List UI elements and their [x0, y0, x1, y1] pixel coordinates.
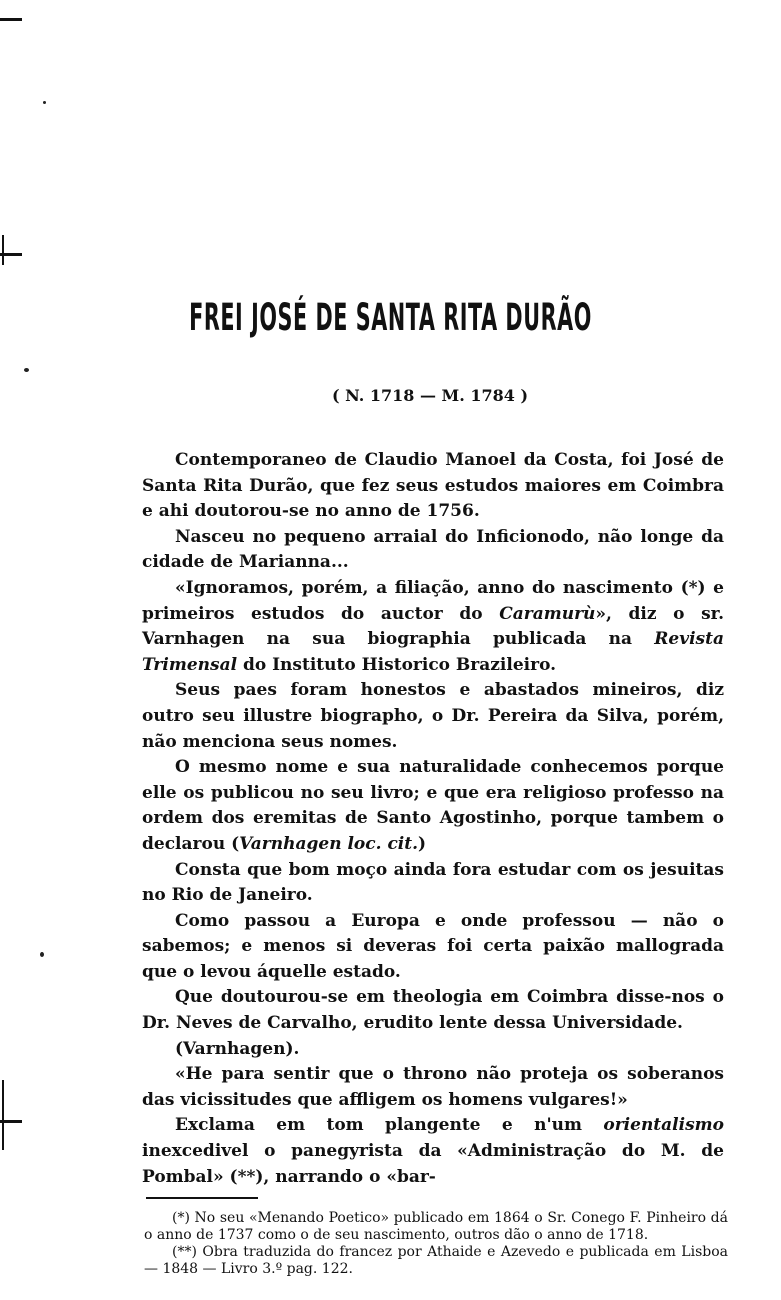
paragraph: Consta que bom moço ainda fora estudar com os jesuitas no Rio de Janeiro.	[142, 859, 724, 906]
margin-mark	[0, 1120, 22, 1123]
italic-text: orientalismo	[603, 1115, 724, 1136]
paragraph: Seus paes foram honestos e abastados mineiros, diz outro seu illustre biographo, o Dr. Pereira da Silva, porém, não menciona seus nomes.	[142, 680, 724, 752]
margin-line	[2, 1080, 4, 1150]
footnote-rule	[146, 1197, 258, 1199]
paragraph: Contemporaneo de Claudio Manoel da Costa, foi José de Santa Rita Durão, que fez seus estudos maiores em Coimbra e ahi doutorou-se no anno de 1756.	[142, 450, 724, 522]
paragraph: Exclama em tom plangente e n'um orientalismo inexcedivel o panegyrista da «Administração do M. de Pombal» (**), narrando o «bar-	[142, 1115, 724, 1187]
body-text	[142, 448, 724, 1190]
italic-text: Varnhagen loc. cit.	[239, 833, 419, 854]
footnote: (**) Obra traduzida do francez por Athaide e Azevedo e publicada em Lisboa — 1848 — Livro 3.º pag. 122.	[144, 1244, 728, 1277]
paragraph: «Ignoramos, porém, a filiação, anno do nascimento (*) e primeiros estudos do auctor do Caramurù», diz o sr. Varnhagen na sua biographia publicada na Revista Trimensal do Instituto Historico Brazileiro.	[142, 577, 724, 675]
paragraph: O mesmo nome e sua naturalidade conhecemos porque elle os publicou no seu livro; e que era religioso professo na ordem dos eremitas de Santo Agostinho, porque tambem o declarou (Varnhagen loc. cit.)	[142, 757, 724, 854]
paragraph: Como passou a Europa e onde professou — não o sabemos; e menos si deveras foi certa paixão mallograda que o levou áquelle estado.	[142, 910, 724, 982]
margin-mark	[0, 18, 22, 21]
speck	[43, 101, 46, 104]
speck	[40, 952, 44, 957]
paragraph: Nasceu no pequeno arraial do Inficionodo, não longe da cidade de Marianna...	[142, 526, 724, 573]
life-dates: ( N. 1718 — M. 1784 )	[331, 386, 529, 405]
italic-text: Revista Trimensal	[142, 629, 724, 675]
margin-line	[2, 235, 4, 265]
speck	[24, 368, 29, 372]
paragraph: «He para sentir que o throno não proteja os soberanos das vicissitudes que affligem os homens vulgares!»	[142, 1064, 724, 1110]
paragraph: Que doutourou-se em theologia em Coimbra disse-nos o Dr. Neves de Carvalho, erudito lente dessa Universidade.	[142, 987, 724, 1034]
footnotes	[144, 1210, 728, 1278]
page-title: FREI JOSÉ DE SANTA RITA DURÃO	[189, 296, 592, 339]
italic-text: Caramurù	[499, 603, 596, 624]
margin-mark	[0, 253, 22, 256]
paragraph: (Varnhagen).	[175, 1038, 300, 1059]
footnote: (*) No seu «Menando Poetico» publicado em 1864 o Sr. Conego F. Pinheiro dá o anno de 1737 como o de seu nascimento, outros dão o anno de 1718.	[144, 1210, 728, 1243]
